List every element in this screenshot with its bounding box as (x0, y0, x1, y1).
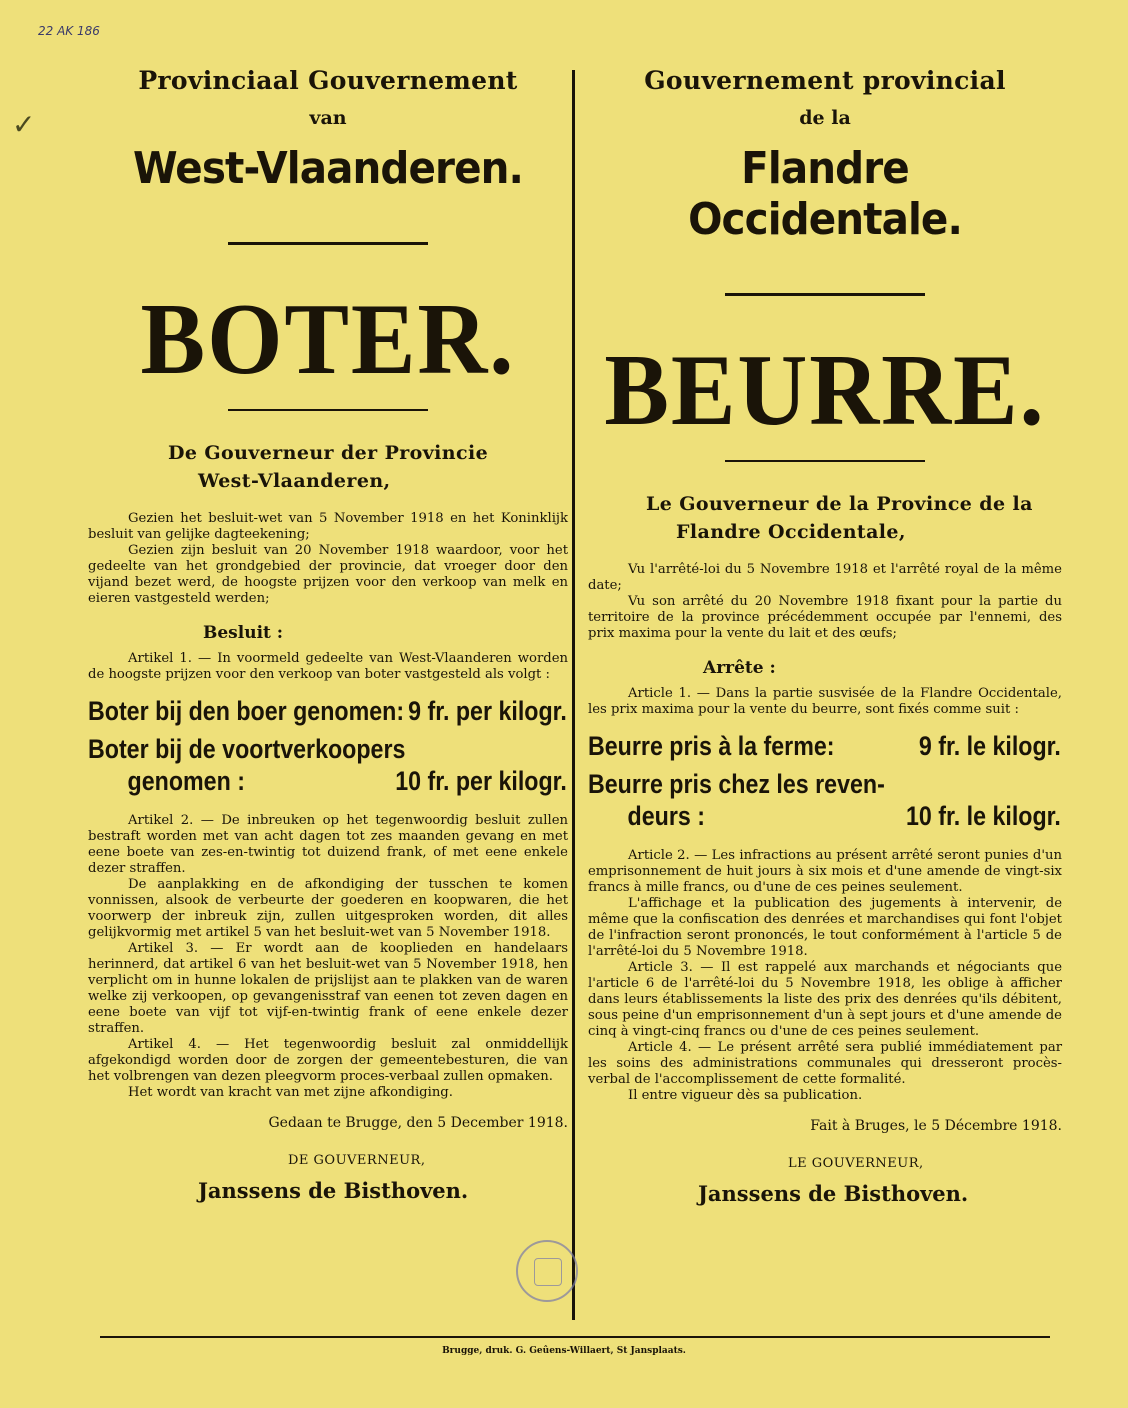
french-title: BEURRE. (604, 334, 1046, 447)
french-governor-title: LE GOUVERNEUR, (788, 1156, 924, 1171)
check-mark-icon: ✓ (12, 108, 36, 141)
dutch-preamble (88, 511, 568, 607)
french-price2 (588, 768, 1061, 832)
french-articles (588, 848, 1062, 1104)
dutch-article4: Artikel 4. — Het tegenwoordig besluit zal onmiddellijk afgekondigd worden door de zorgen der gemeentebesturen, die van het volbrengen van dezen pleegvorm proces-verbaal zullen opmaken. (88, 1037, 568, 1084)
dutch-header-rule (228, 242, 428, 245)
dutch-governor-title: DE GOUVERNEUR, (288, 1153, 426, 1168)
french-gov-line1: Gouvernement provincial (644, 66, 1006, 95)
dutch-column (88, 60, 568, 1203)
dutch-article1-text: Artikel 1. — In voormeld gedeelte van West-Vlaanderen worden de hoogste prijzen voor den verkoop van boter vastgesteld als volgt : (88, 651, 568, 682)
french-price1 (588, 730, 1061, 762)
printer-imprint: Brugge, druk. G. Geûens-Willaert, St Jansplaats. (442, 1346, 686, 1356)
french-price2-value: 10 fr. le kilogr. (905, 801, 1061, 831)
dutch-title-rule (228, 409, 428, 411)
dutch-done: Gedaan te Brugge, den 5 December 1918. (268, 1115, 568, 1131)
french-header-rule (725, 293, 925, 296)
dutch-price2-label-a: Boter bij de voortverkoopers (88, 734, 406, 764)
french-title-rule (725, 460, 925, 462)
french-preamble-1: Vu l'arrêté-loi du 5 Novembre 1918 et l'arrêté royal de la même date; (588, 562, 1062, 593)
french-effect: Il entre vigueur dès sa publication. (628, 1088, 863, 1103)
dutch-articles (88, 813, 568, 1101)
dutch-article3: Artikel 3. — Er wordt aan de kooplieden en handelaars herinnerd, dat artikel 6 van het besluit-wet van 5 November 1918, hen verplicht om in hunne lokalen de prijslijst aan te plakken van de waren welke zij verkoopen, op gevangenisstraf van eenen tot zeven dagen en eene boete van vijf tot vijf-en-twintig frank of eene enkele dezer straffen. (88, 941, 568, 1036)
dutch-gov-line2: van (309, 107, 347, 129)
french-preamble-2: Vu son arrêté du 20 Novembre 1918 fixant pour la partie du territoire de la province précédemment occupée par l'ennemi, des prix maxima pour la vente du lait et des œufs; (588, 594, 1062, 641)
dutch-article2b: De aanplakking en de afkondiging der tusschen te komen vonnissen, alsook de verbeurte der goederen en koopwaren, die het voorwerp der inbreuk zijn, zullen uitgesproken worden, dit alles gelijkvormig met artikel 5 van het besluit-wet van 5 November 1918. (88, 877, 568, 940)
french-gov-line2: de la (799, 107, 851, 129)
dutch-price1-label: Boter bij den boer genomen: (88, 696, 405, 726)
french-article1-text: Article 1. — Dans la partie susvisée de la Flandre Occidentale, les prix maxima pour la vente du beurre, sont fixés comme suit : (588, 686, 1062, 717)
dutch-title: BOTER. (140, 283, 516, 396)
dutch-article1 (88, 651, 568, 683)
dutch-governor-name: Janssens de Bisthoven. (198, 1178, 469, 1203)
french-article2b: L'affichage et la publication des jugements à intervenir, de même que la confiscation des denrées et marchandises qui font l'objet de l'infraction seront prononcés, le tout conformément à l'article 5 de l'arrêté-loi du 5 Novembre 1918. (588, 896, 1062, 959)
dutch-price1-value: 9 fr. per kilogr. (408, 696, 567, 726)
french-governor-name: Janssens de Bisthoven. (698, 1181, 969, 1206)
dutch-article2: Artikel 2. — De inbreuken op het tegenwoordig besluit zullen bestraft worden met van acht dagen tot zes maanden gevang en met eene boete van zes-en-twintig tot duizend frank, of met eene enkele dezer straffen. (88, 813, 568, 876)
footer-rule (100, 1336, 1050, 1338)
french-decision: Arrête : (703, 658, 776, 678)
french-province: Flandre Occidentale. (688, 143, 962, 245)
dutch-price2-value: 10 fr. per kilogr. (395, 766, 567, 796)
dutch-effect: Het wordt van kracht van met zijne afkondiging. (128, 1085, 453, 1100)
library-stamp-icon (516, 1240, 578, 1302)
french-price1-value: 9 fr. le kilogr. (918, 731, 1061, 761)
dutch-price2 (88, 733, 567, 797)
dutch-province: West-Vlaanderen. (133, 143, 523, 194)
french-article4: Article 4. — Le présent arrêté sera publié immédiatement par les soins des administrations communales qui dresseront procès-verbal de l'accomplissement de cette formalité. (588, 1040, 1062, 1087)
dutch-authority-line2: West-Vlaanderen, (198, 470, 391, 492)
french-price2-label-b: deurs : (627, 801, 705, 831)
dutch-preamble-1: Gezien het besluit-wet van 5 November 1918 en het Koninklijk besluit van gelijke dagteekening; (88, 511, 568, 542)
dutch-preamble-2: Gezien zijn besluit van 20 November 1918 waardoor, voor het gedeelte van het grondgebied der provincie, dat vroeger door den vijand bezet werd, de hoogste prijzen voor den verkoop van melk en eieren vastgesteld werden; (88, 543, 568, 606)
dutch-authority-line1: De Gouverneur der Provincie (168, 442, 489, 464)
dutch-gov-line1: Provinciaal Gouvernement (138, 66, 518, 95)
french-article1 (588, 686, 1062, 718)
french-article2: Article 2. — Les infractions au présent arrêté seront punies d'un emprisonnement de huit jours à six mois et d'une amende de vingt-six francs à mille francs, ou d'une de ces peines seulement. (588, 848, 1062, 895)
dutch-price1 (88, 695, 567, 727)
french-authority-line2: Flandre Occidentale, (676, 521, 906, 543)
french-column (588, 60, 1062, 1206)
dutch-decision: Besluit : (203, 623, 284, 643)
french-article3: Article 3. — Il est rappelé aux marchands et négociants que l'article 6 de l'arrêté-loi du 5 Novembre 1918, les oblige à afficher dans leurs établissements la liste des prix des denrées qu'ils débitent, sous peine d'un emprisonnement d'un à sept jours et d'une amende de cinq à vingt-cinq francs ou d'une de ces peines seulement. (588, 960, 1062, 1039)
french-price1-label: Beurre pris à la ferme: (588, 731, 835, 761)
french-done: Fait à Bruges, le 5 Décembre 1918. (810, 1118, 1062, 1134)
french-price2-label-a: Beurre pris chez les reven- (588, 769, 885, 799)
french-preamble (588, 562, 1062, 642)
dutch-price2-label-b: genomen : (127, 766, 245, 796)
french-authority-line1: Le Gouverneur de la Province de la (646, 493, 1033, 515)
archive-reference: 22 AK 186 (38, 24, 100, 38)
column-divider (572, 70, 575, 1320)
